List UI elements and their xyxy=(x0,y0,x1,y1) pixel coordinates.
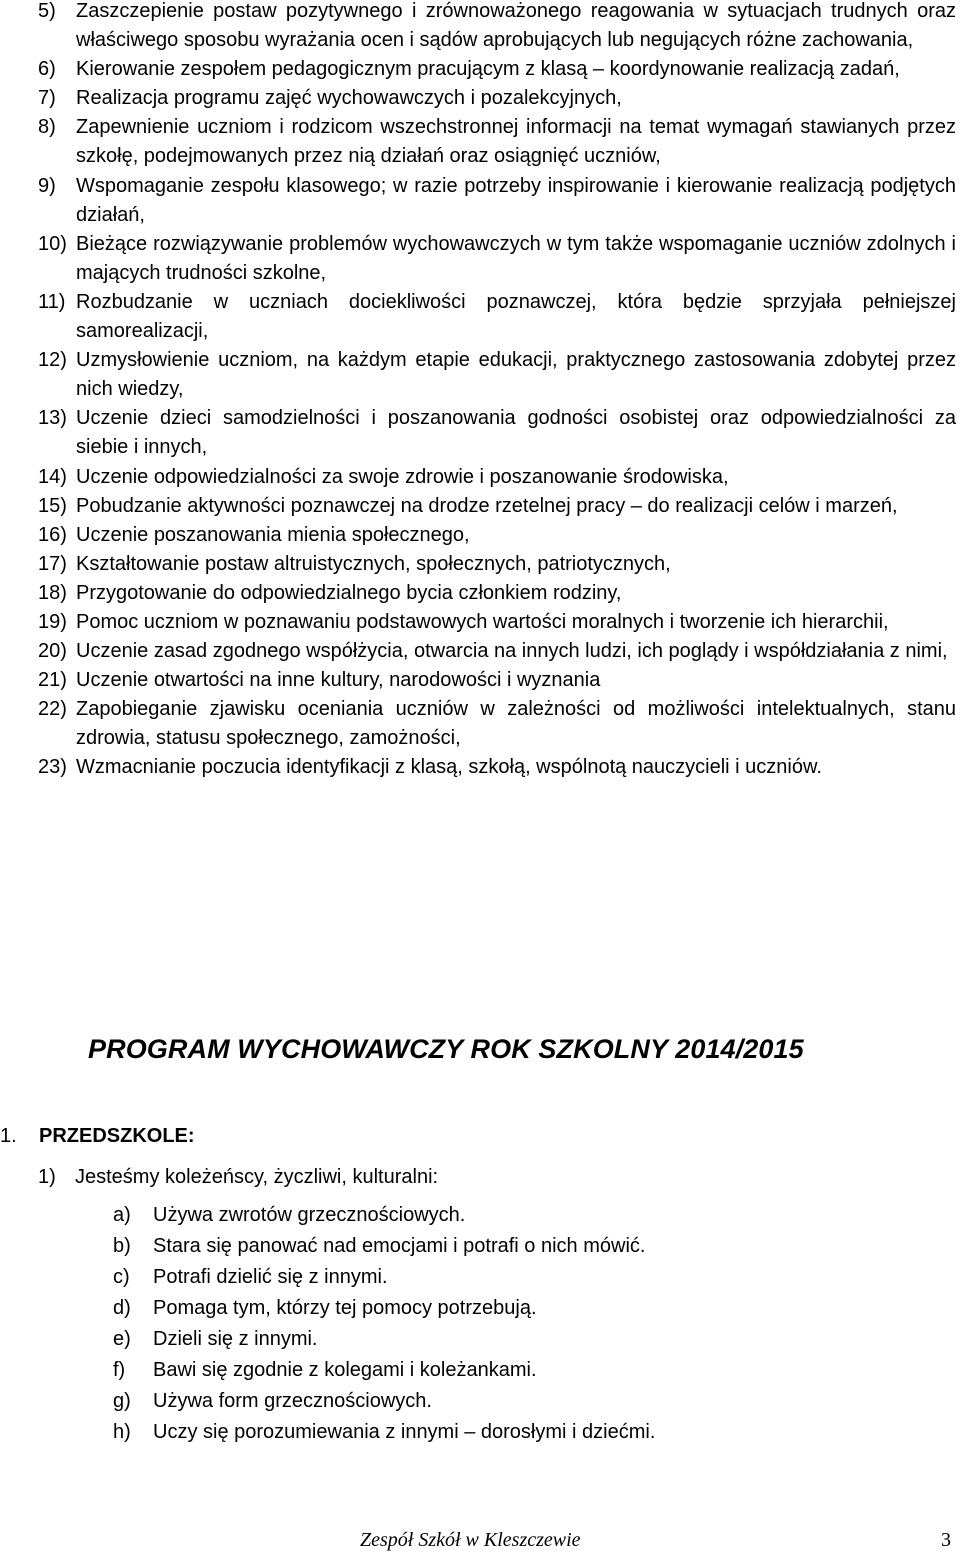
behavior-item xyxy=(113,1419,913,1450)
goal-item xyxy=(38,608,956,637)
behavior-item xyxy=(113,1202,913,1233)
behavior-text: Dzieli się z innymi. xyxy=(153,1328,318,1350)
goal-number: 8) xyxy=(38,116,56,139)
goal-text: Kształtowanie postaw altruistycznych, społecznych, patriotycznych, xyxy=(76,552,671,575)
goal-text: Zapobieganie zjawisku oceniania uczniów w zależności od możliwości intelektualnych, stanu zdrowia, statusu społecznego, zamożności, xyxy=(76,698,956,750)
behavior-letter: e) xyxy=(113,1328,131,1350)
behavior-letter: d) xyxy=(113,1297,131,1319)
behavior-item xyxy=(113,1233,913,1264)
goal-item xyxy=(38,521,956,550)
goal-number: 22) xyxy=(38,698,67,721)
behavior-letter: g) xyxy=(113,1390,131,1412)
behavior-text: Pomaga tym, którzy tej pomocy potrzebują. xyxy=(153,1297,537,1319)
goal-text: Uczenie zasad zgodnego współżycia, otwarcia na innych ludzi, ich poglądy i współdziałania z nimi, xyxy=(76,640,948,663)
goal-item xyxy=(38,230,956,288)
goal-item xyxy=(38,404,956,462)
goal-number: 23) xyxy=(38,756,67,779)
goal-item xyxy=(38,579,956,608)
behavior-text: Bawi się zgodnie z kolegami i koleżankami. xyxy=(153,1359,537,1381)
goal-number: 7) xyxy=(38,87,56,110)
goal-number: 6) xyxy=(38,58,56,81)
goal-text: Zapewnienie uczniom i rodzicom wszechstronnej informacji na temat wymagań stawianych przez szkołę, podejmowanych przez nią działań oraz osiągnięć uczniów, xyxy=(76,116,956,168)
goal-number: 14) xyxy=(38,465,67,488)
goal-item xyxy=(38,55,956,84)
goal-text: Przygotowanie do odpowiedzialnego bycia członkiem rodziny, xyxy=(76,581,622,604)
goal-item xyxy=(38,84,956,113)
behavior-item xyxy=(113,1388,913,1419)
behavior-item xyxy=(113,1357,913,1388)
goal-number: 19) xyxy=(38,610,67,633)
goal-item xyxy=(38,172,956,230)
goal-text: Uczenie otwartości na inne kultury, narodowości i wyznania xyxy=(76,669,601,692)
goal-item xyxy=(38,695,956,753)
goal-text: Realizacja programu zajęć wychowawczych i pozalekcyjnych, xyxy=(76,87,622,110)
goal-item xyxy=(38,666,956,695)
behavior-items-list xyxy=(113,1202,913,1450)
behavior-item xyxy=(113,1264,913,1295)
goal-text: Zaszczepienie postaw pozytywnego i zrównoważonego reagowania w sytuacjach trudnych oraz właściwego sposobu wyrażania ocen i sądów aprobujących lub negujących różne zachowania, xyxy=(76,0,956,52)
goal-text: Pobudzanie aktywności poznawczej na drodze rzetelnej pracy – do realizacji celów i marzeń, xyxy=(76,494,898,517)
goal-number: 9) xyxy=(38,174,56,197)
behavior-text: Stara się panować nad emocjami i potrafi o nich mówić. xyxy=(153,1235,646,1257)
behavior-text: Używa form grzecznościowych. xyxy=(153,1390,432,1412)
goal-item xyxy=(38,113,956,171)
goal-item xyxy=(38,346,956,404)
footer-school-name: Zespół Szkół w Kleszczewie xyxy=(360,1529,581,1551)
goal-text: Pomoc uczniom w poznawaniu podstawowych wartości moralnych i tworzenie ich hierarchii, xyxy=(76,610,889,633)
goal-number: 16) xyxy=(38,523,67,546)
behavior-letter: b) xyxy=(113,1235,131,1257)
behavior-item xyxy=(113,1295,913,1326)
goal-item xyxy=(38,637,956,666)
goal-item xyxy=(38,288,956,346)
goal-text: Uzmysłowienie uczniom, na każdym etapie edukacji, praktycznego zastosowania zdobytej przez nich wiedzy, xyxy=(76,349,956,401)
goal-number: 11) xyxy=(38,290,66,313)
behavior-letter: c) xyxy=(113,1266,130,1288)
goal-number: 12) xyxy=(38,349,67,372)
goal-number: 15) xyxy=(38,494,67,517)
goal-number: 20) xyxy=(38,640,67,663)
goal-item xyxy=(38,463,956,492)
goal-text: Uczenie poszanowania mienia społecznego, xyxy=(76,523,470,546)
behavior-letter: f) xyxy=(113,1359,126,1381)
behavior-text: Uczy się porozumiewania z innymi – dorosłymi i dziećmi. xyxy=(153,1421,656,1443)
goal-text: Uczenie odpowiedzialności za swoje zdrowie i poszanowanie środowiska, xyxy=(76,465,729,488)
goal-item xyxy=(38,0,956,55)
program-title: PROGRAM WYCHOWAWCZY ROK SZKOLNY 2014/2015 xyxy=(88,1034,804,1064)
goal-number: 5) xyxy=(38,0,56,22)
goal-text: Rozbudzanie w uczniach dociekliwości poznawczej, która będzie sprzyjała pełniejszej samorealizacji, xyxy=(76,290,956,343)
goal-text: Bieżące rozwiązywanie problemów wychowawczych w tym także wspomaganie uczniów zdolnych i mających trudności szkolne, xyxy=(76,232,956,284)
behavior-text: Potrafi dzielić się z innymi. xyxy=(153,1266,388,1288)
goal-number: 17) xyxy=(38,552,67,575)
behavior-letter: a) xyxy=(113,1204,131,1226)
goal-text: Uczenie dzieci samodzielności i poszanowania godności osobistej oraz odpowiedzialności za siebie i innych, xyxy=(76,407,956,459)
goal-number: 13) xyxy=(38,407,67,430)
page-number: 3 xyxy=(941,1529,951,1551)
goal-number: 10) xyxy=(38,232,67,255)
section-number: 1. xyxy=(0,1125,17,1147)
behavior-text: Używa zwrotów grzecznościowych. xyxy=(153,1204,466,1226)
behavior-item xyxy=(113,1326,913,1357)
subsection-number: 1) xyxy=(38,1166,56,1188)
section-title: PRZEDSZKOLE: xyxy=(39,1125,195,1147)
educational-goals-list xyxy=(38,0,956,783)
goal-item xyxy=(38,753,956,782)
goal-item xyxy=(38,550,956,579)
goal-number: 21) xyxy=(38,669,67,692)
goal-item xyxy=(38,492,956,521)
behavior-letter: h) xyxy=(113,1421,131,1443)
goal-text: Kierowanie zespołem pedagogicznym pracującym z klasą – koordynowanie realizacją zadań, xyxy=(76,58,900,81)
subsection-title: Jesteśmy koleżeńscy, życzliwi, kulturalni: xyxy=(75,1166,439,1188)
goal-text: Wzmacnianie poczucia identyfikacji z klasą, szkołą, wspólnotą nauczycieli i uczniów. xyxy=(76,756,822,779)
goal-text: Wspomaganie zespołu klasowego; w razie potrzeby inspirowanie i kierowanie realizacją podjętych działań, xyxy=(76,174,956,226)
goal-number: 18) xyxy=(38,581,67,604)
